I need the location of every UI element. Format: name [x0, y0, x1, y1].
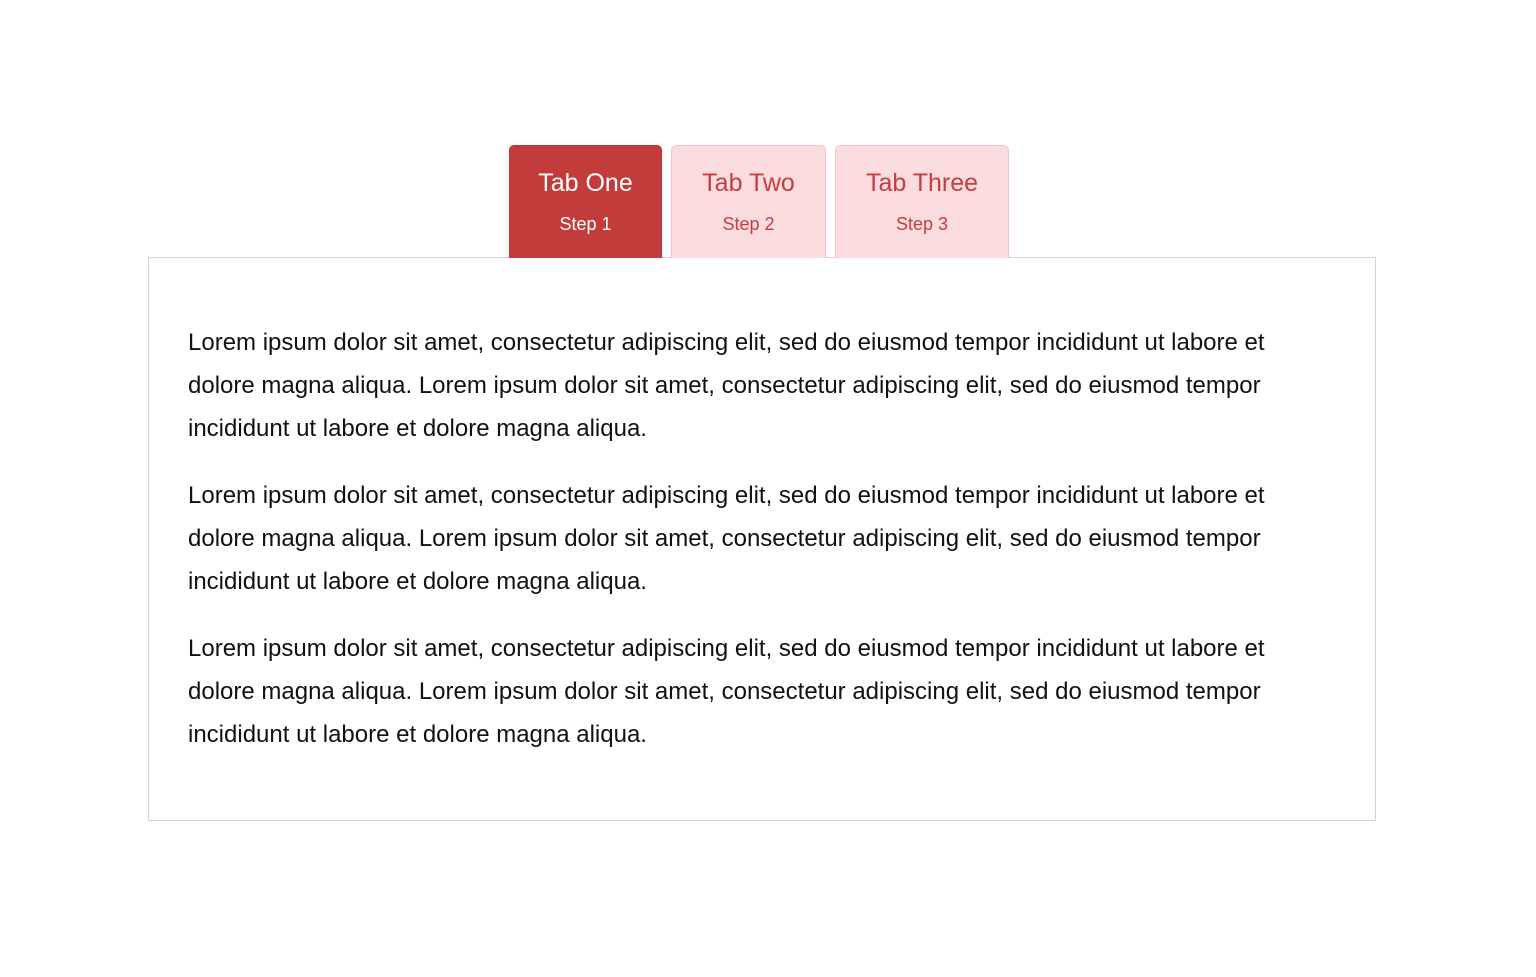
- tab-two-step: Step 2: [722, 214, 775, 234]
- tab-three[interactable]: [835, 145, 1009, 258]
- tab-list: [509, 145, 1009, 258]
- tab-one-step: Step 1: [559, 214, 612, 234]
- tab-one[interactable]: [509, 145, 662, 258]
- tab-two[interactable]: [671, 145, 826, 258]
- tab-three-title: Tab Three: [865, 169, 979, 197]
- panel-paragraph-2: Lorem ipsum dolor sit amet, consectetur adipiscing elit, sed do eiusmod tempor incididunt ut labore et dolore magna aliqua. Lorem ipsum dolor sit amet, consectetur adipiscing elit, sed do eiusmod tempor incididunt ut labore et dolore magna aliqua.: [188, 482, 1265, 595]
- tab-one-title: Tab One: [538, 169, 633, 197]
- panel-paragraph-3: Lorem ipsum dolor sit amet, consectetur adipiscing elit, sed do eiusmod tempor incididunt ut labore et dolore magna aliqua. Lorem ipsum dolor sit amet, consectetur adipiscing elit, sed do eiusmod tempor incididunt ut labore et dolore magna aliqua.: [188, 635, 1265, 748]
- tab-panel: [148, 257, 1376, 821]
- tab-three-step: Step 3: [895, 214, 949, 234]
- panel-paragraph-1: Lorem ipsum dolor sit amet, consectetur adipiscing elit, sed do eiusmod tempor incididunt ut labore et dolore magna aliqua. Lorem ipsum dolor sit amet, consectetur adipiscing elit, sed do eiusmod tempor incididunt ut labore et dolore magna aliqua.: [188, 329, 1265, 442]
- tab-two-title: Tab Two: [702, 169, 795, 197]
